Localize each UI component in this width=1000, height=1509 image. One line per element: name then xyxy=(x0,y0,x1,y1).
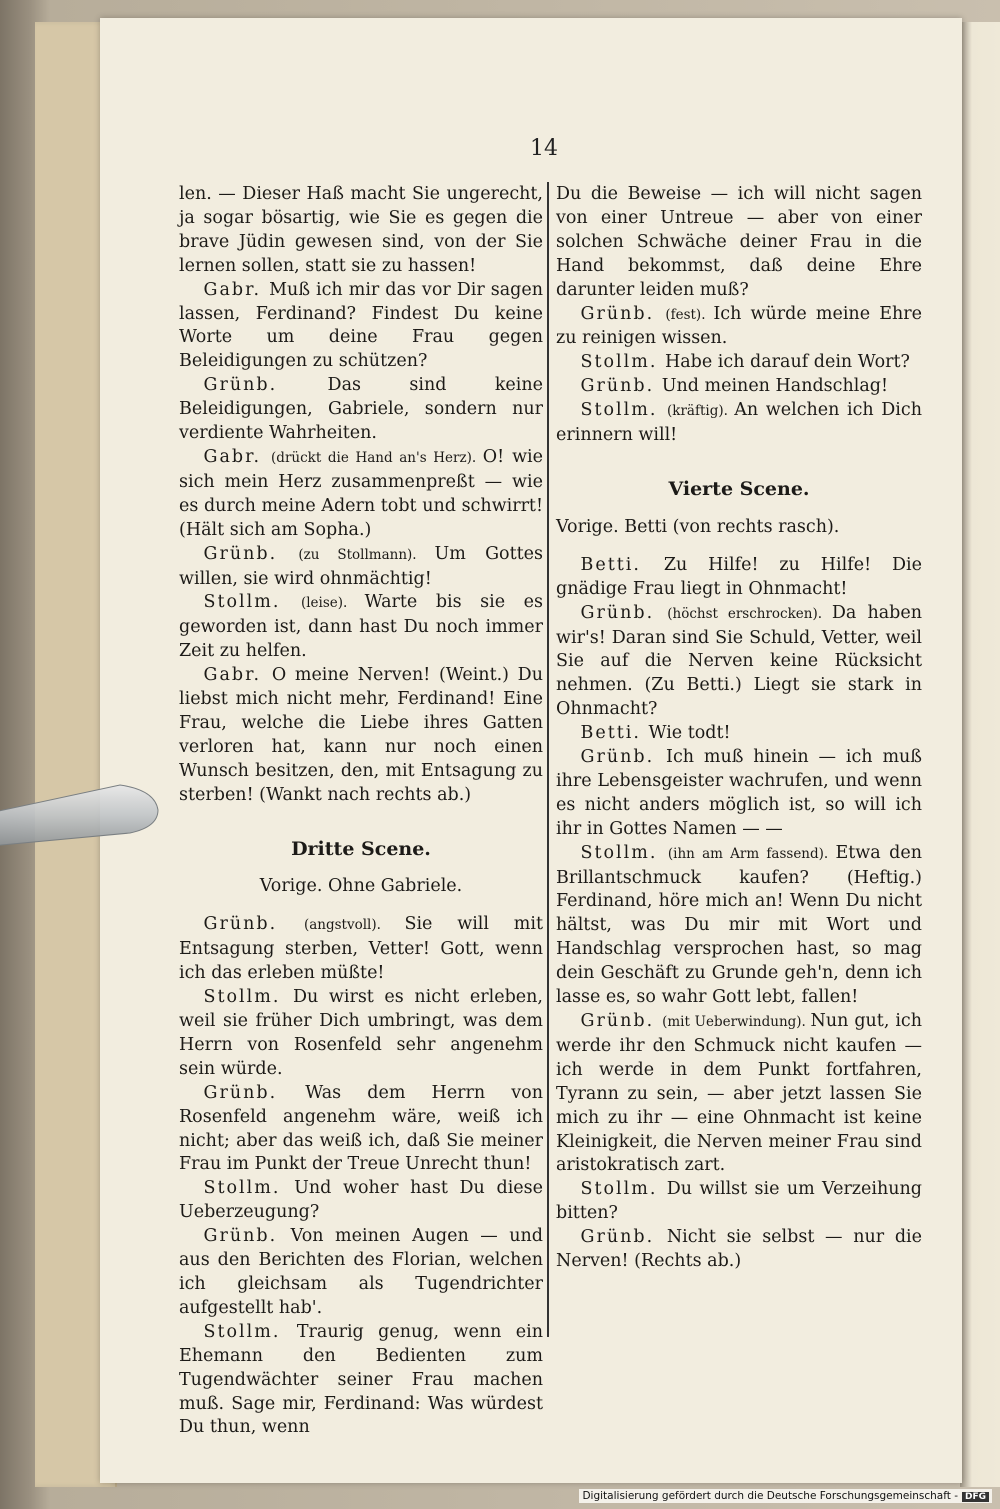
speech-paragraph xyxy=(179,913,543,986)
speech-text: Da haben wir's! Daran sind Sie Schuld, Vetter, weil Sie auf die Nerven keine Rücksicht nehmen. (Zu Betti.) Liegt sie stark in Ohnmacht? xyxy=(556,602,922,720)
page-number: 14 xyxy=(530,136,558,161)
digitization-credit xyxy=(579,1489,992,1503)
speech-paragraph xyxy=(556,746,922,842)
scene-heading: Vierte Scene. xyxy=(668,477,810,500)
speaker-name: Gabr. xyxy=(203,665,272,686)
stage-direction: (leise). xyxy=(300,595,365,612)
speech-paragraph xyxy=(179,543,543,592)
right-column xyxy=(556,183,922,1274)
speech-paragraph xyxy=(179,986,543,1082)
stage-direction: (kräftig). xyxy=(667,403,735,420)
speaker-name: Grünb. xyxy=(580,1227,667,1248)
scene-heading: Dritte Scene. xyxy=(291,837,431,860)
speaker-name: Betti. xyxy=(580,723,649,744)
speech-text: Von meinen Augen — und aus den Berichten des Florian, welchen ich gleichsam als Tugendrichter aufgestellt hab'. xyxy=(179,1226,543,1318)
speaker-name: Grünb. xyxy=(203,543,299,564)
speech-paragraph xyxy=(556,1178,922,1226)
speech-paragraph xyxy=(179,279,543,375)
speech-text: Ich würde meine Ehre zu reinigen wissen. xyxy=(556,303,922,349)
stage-direction: (drückt die Hand an's Herz). xyxy=(271,449,483,466)
speaker-name: Stollm. xyxy=(580,1179,667,1200)
speech-text: Was dem Herrn von Rosenfeld angenehm wäre, weiß ich nicht; aber das weiß ich, daß Sie meiner Frau im Punkt der Treue Unrecht thun! xyxy=(179,1082,543,1175)
paragraph: len. — Dieser Haß macht Sie ungerecht, ja sogar bösartig, wie Sie es gegen die brave Jüdin gewesen sind, von der Sie lernen sollen, statt sie zu hassen! xyxy=(179,184,543,276)
speaker-name: Grünb. xyxy=(580,376,662,397)
speech-text: Nicht sie selbst — nur die Nerven! (Rechts ab.) xyxy=(556,1227,922,1272)
speech-paragraph xyxy=(556,722,922,746)
speech-paragraph xyxy=(556,375,922,399)
page-holder-pointer xyxy=(0,775,170,855)
speech-text: Du wirst es nicht erleben, weil sie früher Dich umbringt, was dem Herrn von Rosenfeld sehr angenehm sein würde. xyxy=(179,987,543,1079)
speaker-name: Stollm. xyxy=(203,987,293,1008)
speech-paragraph xyxy=(556,303,922,352)
speech-paragraph xyxy=(179,1177,543,1225)
speech-paragraph xyxy=(179,1082,543,1178)
stage-direction: (ihn am Arm fassend). xyxy=(667,845,836,862)
speech-paragraph xyxy=(179,446,543,543)
dfg-logo: DFG xyxy=(962,1492,989,1502)
speech-paragraph xyxy=(556,554,922,602)
speaker-name: Stollm. xyxy=(580,842,668,863)
speaker-name: Grünb. xyxy=(580,602,668,623)
speaker-name: Stollm. xyxy=(203,1321,297,1342)
scene-characters: Vorige. Ohne Gabriele. xyxy=(259,876,463,897)
speech-paragraph xyxy=(179,664,543,807)
speech-text: Traurig genug, wenn ein Ehemann den Bedienten zum Tugendwächter seiner Frau machen muß. Sage mir, Ferdinand: Was würdest Du thun, wenn xyxy=(179,1321,543,1438)
speech-text: Habe ich darauf dein Wort? xyxy=(664,352,910,373)
speaker-name: Grünb. xyxy=(580,747,667,768)
speech-text: Und woher hast Du diese Ueberzeugung? xyxy=(179,1178,543,1223)
stage-direction: (angstvoll). xyxy=(303,917,405,934)
speech-paragraph xyxy=(179,374,543,446)
paragraph: Du die Beweise — ich will nicht sagen von einer Untreue — aber von einer solchen Schwäche deiner Frau in die Hand bekommst, daß deine Ehre darunter leiden muß? xyxy=(556,184,922,300)
speaker-name: Grünb. xyxy=(203,1226,291,1247)
speaker-name: Stollm. xyxy=(203,1178,295,1199)
speech-text: Muß ich mir das vor Dir sagen lassen, Ferdinand? Findest Du keine Worte um deine Frau gegen Beleidigungen zu schützen? xyxy=(179,279,543,372)
speech-text: Das sind keine Beleidigungen, Gabriele, sondern nur verdiente Wahrheiten. xyxy=(179,375,543,444)
speech-text: O! wie sich mein Herz zusammenpreßt — wie es durch meine Adern tobt und schwirrt! (Hält sich am Sopha.) xyxy=(179,446,544,540)
stage-direction: (höchst erschrocken). xyxy=(667,605,832,622)
stage-direction: (mit Ueberwindung). xyxy=(662,1014,811,1030)
speech-text: Nun gut, ich werde ihr den Schmuck nicht kaufen — ich werde in dem Punkt fortfahren, Tyrann zu sein, — aber jetzt lassen Sie mich zu ihr — eine Ohnmacht ist keine Kleinigkeit, die Nerven meiner Frau sind aristokratisch zart. xyxy=(556,1011,922,1176)
speech-text: Sie will mit Entsagung sterben, Vetter! Gott, wenn ich das erleben müßte! xyxy=(179,914,544,984)
speaker-name: Grünb. xyxy=(580,1011,663,1031)
stage-direction: (fest). xyxy=(665,306,714,323)
speech-text: Du willst sie um Verzeihung bitten? xyxy=(556,1179,922,1224)
speech-text: Um Gottes willen, sie wird ohnmächtig! xyxy=(179,543,543,589)
speech-text: Wie todt! xyxy=(648,723,731,744)
speech-paragraph xyxy=(556,842,922,1010)
book-edge-right xyxy=(960,22,1000,1487)
speaker-name: Stollm. xyxy=(580,400,668,421)
speaker-name: Grünb. xyxy=(203,914,304,935)
speech-text: Zu Hilfe! zu Hilfe! Die gnädige Frau liegt in Ohnmacht! xyxy=(556,554,922,599)
speaker-name: Stollm. xyxy=(580,352,665,373)
speaker-name: Stollm. xyxy=(203,592,301,613)
speech-paragraph xyxy=(179,1321,543,1441)
speech-paragraph xyxy=(556,399,922,448)
stage-direction: (zu Stollmann). xyxy=(298,546,435,563)
speaker-name: Gabr. xyxy=(203,446,272,467)
speaker-name: Gabr. xyxy=(203,279,270,300)
column-divider xyxy=(547,182,549,1337)
speech-text: Ich muß hinein — ich muß ihre Lebensgeister wachrufen, und wenn es nicht anders möglich ist, so will ich ihr in Gottes Namen — — xyxy=(556,747,922,839)
speaker-name: Grünb. xyxy=(203,1082,306,1103)
speaker-name: Grünb. xyxy=(203,375,328,396)
speech-paragraph xyxy=(556,1010,922,1178)
speech-paragraph xyxy=(556,602,922,723)
speech-paragraph xyxy=(556,1226,922,1274)
scene-characters: Vorige. Betti (von rechts rasch). xyxy=(556,516,840,537)
speaker-name: Betti. xyxy=(580,554,664,575)
speech-paragraph xyxy=(179,591,543,664)
speech-text: An welchen ich Dich erinnern will! xyxy=(556,400,922,446)
left-column xyxy=(179,183,543,1440)
speech-paragraph xyxy=(556,351,922,375)
speaker-name: Grünb. xyxy=(580,303,666,324)
speech-text: Etwa den Brillantschmuck kaufen? (Heftig.) Ferdinand, höre mich an! Wenn Du nicht hältst, was Du mir mit Wort und Handschlag versprochen hast, so mag dein Geschäft zu Grunde geh'n, denn ich lasse es, so wahr Gott lebt, fallen! xyxy=(556,842,922,1008)
speech-paragraph xyxy=(179,1225,543,1321)
speech-text: Und meinen Handschlag! xyxy=(661,376,888,397)
speech-text: O meine Nerven! (Weint.) Du liebst mich nicht mehr, Ferdinand! Eine Frau, welche die Liebe ihres Gatten verloren hat, kann nur noch einen Wunsch besitzen, den, mit Entsagung zu sterben! (Wankt nach rechts ab.) xyxy=(179,665,543,805)
speech-text: Warte bis sie es geworden ist, dann hast Du noch immer Zeit zu helfen. xyxy=(179,592,543,662)
credit-text: Digitalisierung gefördert durch die Deutsche Forschungsgemeinschaft - xyxy=(582,1490,958,1502)
